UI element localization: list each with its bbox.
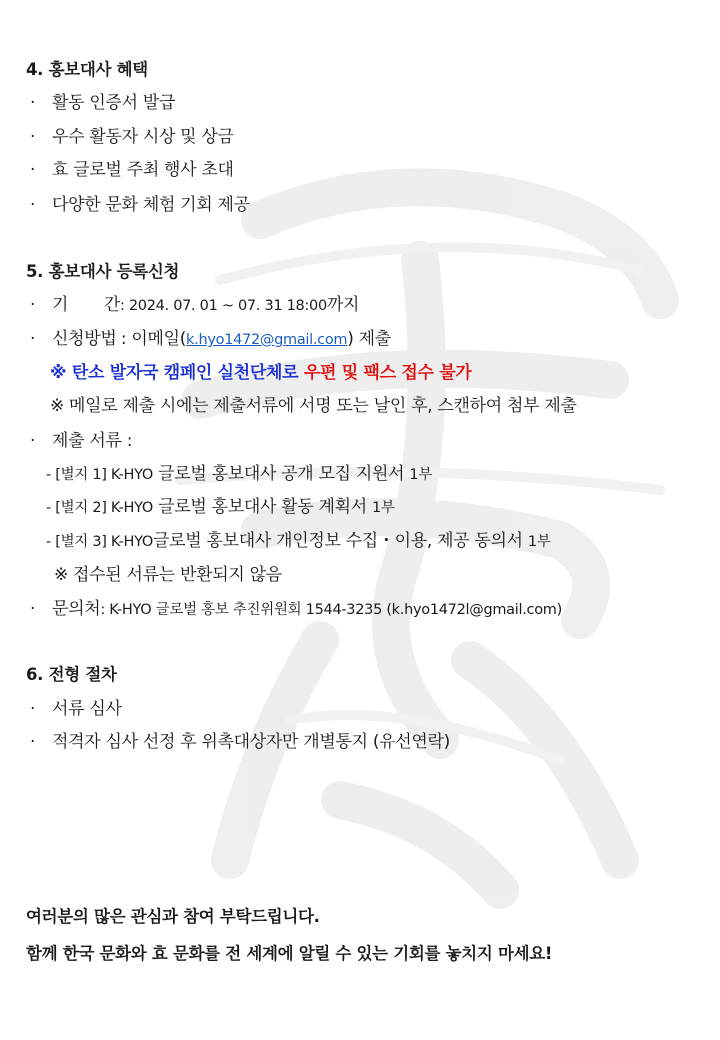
bullet-icon: · [30,329,36,349]
doc-count: 1부 [527,534,551,550]
bullet-icon: · [30,160,36,180]
benefit-text: 다양한 문화 체험 기회 제공 [52,195,250,215]
doc-title: 글로벌 홍보대사 개인정보 수집・이용, 제공 동의서 [153,531,528,551]
closing-line-1: 여러분의 많은 관심과 참여 부탁드립니다. [26,907,320,926]
section6-heading: 6. 전형 절차 [26,665,117,684]
doc-code: - [별지 3] K-HYO [46,534,154,550]
list-item [30,126,234,148]
section4-heading [26,59,148,81]
doc-count: 1부 [409,467,432,483]
bullet-icon: · [30,93,36,113]
email-link[interactable]: k.hyo1472@gmail.com [186,332,348,348]
period-value: : 2024. 07. 01 ~ 07. 31 18:00 [119,298,327,314]
bullet-icon: · [30,295,36,315]
method-sep: : 이메일( [120,329,187,349]
list-item [30,698,122,720]
procedure-text: 서류 심사 [52,699,122,719]
section4-title: 홍보대사 혜택 [48,60,148,79]
contact-value: : K-HYO 글로벌 홍보 추진위원회 1544-3235 (k.hyo1472l@gmail.com) [100,602,562,618]
no-mail-note [50,362,471,384]
doc-item [46,496,395,519]
bullet-icon: · [30,431,36,451]
closing-line-2: 함께 한국 문화와 효 문화를 전 세계에 알릴 수 있는 기회를 놓치지 마세요! [26,944,553,963]
doc-title: 글로벌 홍보대사 활동 계획서 [153,497,372,517]
period-label: 기 간 [52,295,120,315]
period-row [30,294,359,317]
docs-label: 제출 서류 : [52,431,133,451]
mail-submit-note: ※ 메일로 제출 시에는 제출서류에 서명 또는 날인 후, 스캔하여 첨부 제출 [50,396,577,416]
doc-title: 글로벌 홍보대사 공개 모집 지원서 [153,464,410,484]
doc-item [46,530,551,553]
doc-item [46,463,432,486]
docs-row [30,430,132,452]
no-post-fax-note: 우편 및 팩스 접수 불가 [303,363,472,383]
method-label: 신청방법 [52,329,117,349]
list-item [30,92,175,114]
list-item [30,731,450,753]
contact-label: 문의처 [52,599,101,619]
list-item [30,194,250,216]
contact-row [30,598,562,621]
benefit-text: 우수 활동자 시상 및 상금 [52,127,234,147]
bullet-icon: · [30,699,36,719]
list-item [30,159,234,181]
bullet-icon: · [30,732,36,752]
section5-heading: 5. 홍보대사 등록신청 [26,262,180,281]
method-close: ) 제출 [347,329,391,349]
doc-code: - [별지 2] K-HYO [46,500,154,516]
period-suffix: 까지 [326,295,360,315]
benefit-text: 활동 인증서 발급 [52,93,176,113]
section4-number: 4. [26,60,44,79]
docs-note: ※ 접수된 서류는 반환되지 않음 [54,565,282,585]
bullet-icon: · [30,195,36,215]
carbon-campaign-note: ※ 탄소 발자국 캠페인 실천단체로 [50,363,304,383]
doc-code: - [별지 1] K-HYO [46,467,154,483]
doc-count: 1부 [372,500,395,516]
benefit-text: 효 글로벌 주최 행사 초대 [52,160,234,180]
procedure-text: 적격자 심사 선정 후 위촉대상자만 개별통지 (유선연락) [52,732,450,752]
bullet-icon: · [30,599,36,619]
method-row [30,328,391,351]
bullet-icon: · [30,127,36,147]
